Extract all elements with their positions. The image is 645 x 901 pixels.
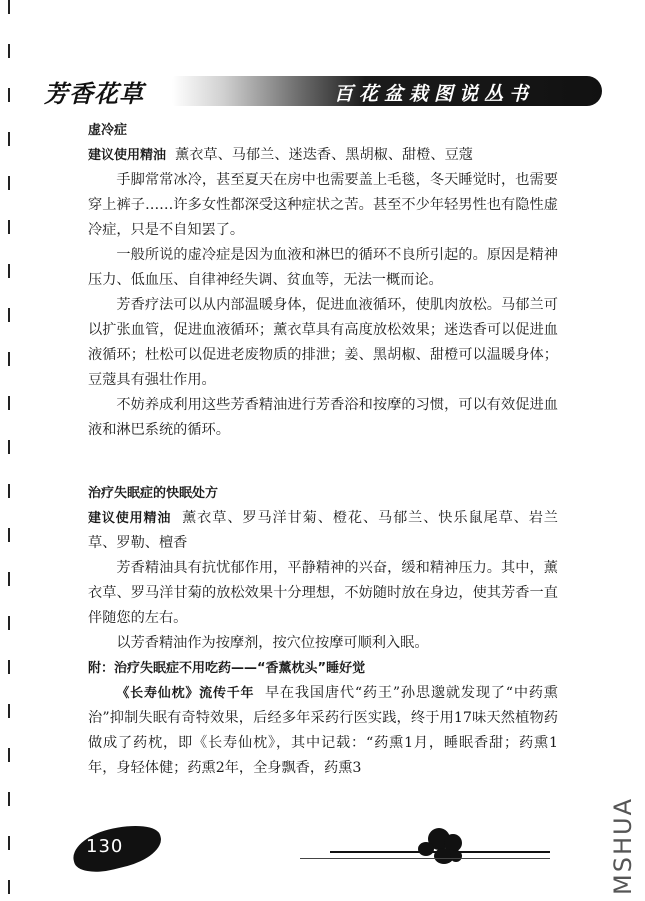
footer-rule — [300, 858, 550, 859]
appendix-lead: 《长寿仙枕》流传千年 — [116, 686, 255, 701]
page-content — [88, 118, 558, 781]
paragraph: 以芳香精油作为按摩剂，按穴位按摩可顺利入眠。 — [116, 635, 429, 651]
appendix-text: 早在我国唐代“药王”孙思邈就发现了“中药熏治”抑制失眠有奇特效果，后经多年采药行医实践，终于用17味天然植物药做成了药枕，即《长寿仙枕》，其中记载：“药熏1月，睡眠香甜；药熏1年，身轻体健；药熏2年，全身飘香，药熏3 — [88, 685, 558, 776]
oil-label: 建议使用精油 — [88, 148, 167, 163]
series-title: 百花盆栽图说丛书 — [334, 83, 535, 105]
page-number: 130 — [86, 836, 124, 857]
oil-list: 薰衣草、罗马洋甘菊、橙花、马郁兰、快乐鼠尾草、岩兰草、罗勒、檀香 — [88, 510, 558, 551]
paragraph: 一般所说的虚冷症是因为血液和淋巴的循环不良所引起的。原因是精神压力、低血压、自律神经失调、贫血等，无法一概而论。 — [88, 247, 558, 288]
oil-recommendation — [88, 506, 558, 556]
page-footer — [0, 816, 645, 901]
book-title: 芳香花草 — [44, 79, 144, 108]
page-header — [44, 66, 604, 110]
oil-label: 建议使用精油 — [88, 511, 172, 526]
paragraph: 芳香精油具有抗忧郁作用，平静精神的兴奋，缓和精神压力。其中，薰衣草、罗马洋甘菊的放松效果十分理想，不妨随时放在身边，使其芳香一直伴随您的左右。 — [88, 560, 558, 626]
paragraph: 芳香疗法可以从内部温暖身体，促进血液循环，使肌肉放松。马郁兰可以扩张血管，促进血液循环；薰衣草具有高度放松效果；迷迭香可以促进血液循环；杜松可以促进老废物质的排泄；姜、黑胡椒、甜橙可以温暖身体；豆蔻具有强壮作用。 — [88, 297, 558, 388]
oil-recommendation — [88, 143, 558, 168]
left-margin-rule — [8, 0, 10, 901]
footer-rule — [330, 851, 550, 853]
section-heading-insomnia: 治疗失眠症的快眠处方 — [88, 486, 219, 501]
appendix-heading: 附：治疗失眠症不用吃药——“香薰枕头”睡好觉 — [88, 661, 366, 676]
watermark: MSHUA — [609, 797, 637, 895]
section-heading-cold: 虚冷症 — [88, 123, 128, 138]
oil-list: 薰衣草、马郁兰、迷迭香、黑胡椒、甜橙、豆蔻 — [175, 147, 473, 163]
paragraph: 不妨养成利用这些芳香精油进行芳香浴和按摩的习惯，可以有效促进血液和淋巴系统的循环。 — [88, 397, 558, 438]
appendix-paragraph — [88, 681, 558, 781]
paragraph: 手脚常常冰冷，甚至夏天在房中也需要盖上毛毯，冬天睡觉时，也需要穿上裤子……许多女性都深受这种症状之苦。甚至不少年轻男性也有隐性虚冷症，只是不自知罢了。 — [88, 172, 558, 238]
